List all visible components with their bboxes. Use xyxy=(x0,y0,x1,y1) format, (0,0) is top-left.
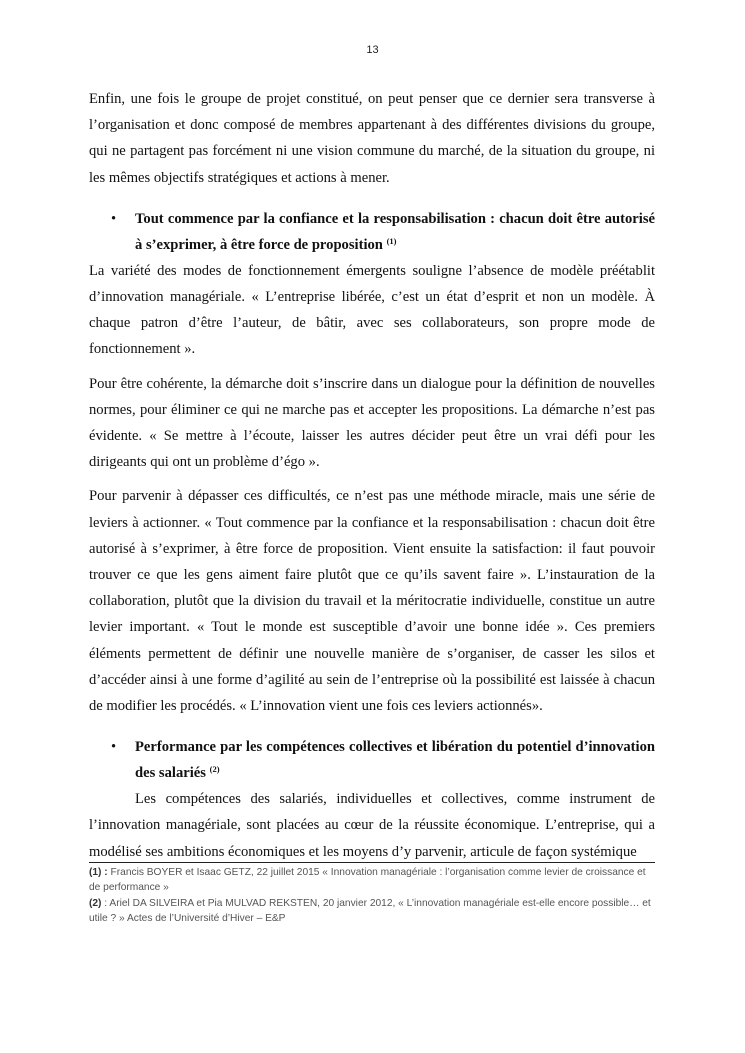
heading-text: Tout commence par la confiance et la responsabilisation : chacun doit être autorisé à s’exprimer, à être force de proposition xyxy=(135,210,655,253)
footnote-ref: (2) xyxy=(209,764,220,775)
paragraph-levers: Pour parvenir à dépasser ces difficultés, ce n’est pas une méthode miracle, mais une série de leviers à actionner. « Tout commence par la confiance et la responsabilisation : chacun doit être autorisé à s’exprimer, à être force de proposition. Vient ensuite la satisfaction: il faut pouvoir trouver ce que les gens aiment faire plutôt que ce qu’ils savent faire ». L’instauration de la collaboration, plutôt que la division du travail et la méritocratie individuelle, constitue un autre levier important. « Tout le monde est susceptible d’avoir une bonne idée ». Ces premiers éléments permettent de définir une nouvelle manière de s’organiser, de casser les silos et d’accéder ainsi à une forme d’agilité au sein de l’entreprise où la possibilité est laissée à chacun de modifier les procédés. « L’innovation vient une fois ces leviers actionnés». xyxy=(89,488,655,715)
footnote-1 xyxy=(89,866,655,895)
footnote-text: : Ariel DA SILVEIRA et Pia MULVAD REKSTEN, 20 janvier 2012, « L’innovation managériale est-elle encore possible… et utile ? » Actes de l’Université d’Hiver – E&P xyxy=(89,898,651,924)
paragraph-skills: Les compétences des salariés, individuelles et collectives, comme instrument de l’innovation managériale, sont placées au cœur de la réussite économique. L’entreprise, qui a modélisé ses ambitions économiques et les moyens d’y parvenir, articule de façon systémique xyxy=(89,791,655,860)
footnotes xyxy=(89,862,655,928)
page-number: 13 xyxy=(366,44,379,56)
paragraph-coherence: Pour être cohérente, la démarche doit s’inscrire dans un dialogue pour la définition de nouvelles normes, pour éliminer ce qui ne marche pas et accepter les propositions. La démarche n’est pas évidente. « Se mettre à l’écoute, laisser les autres décider peut être un vrai défi pour les dirigeants qui ont un problème d’égo ». xyxy=(89,375,655,471)
paragraph-variety: La variété des modes de fonctionnement émergents souligne l’absence de modèle préétablit d’innovation managériale. « L’entreprise libérée, c’est un état d’esprit et non un modèle. À chaque patron d’être l’auteur, de bâtir, avec ses collaborateurs, son propre mode de fonctionnement ». xyxy=(89,262,655,358)
footnote-text: Francis BOYER et Isaac GETZ, 22 juillet 2015 « Innovation managériale : l’organisation comme levier de croissance et de performance » xyxy=(89,867,646,893)
footnote-2 xyxy=(89,897,655,926)
body-text xyxy=(89,86,655,865)
bullet-icon: • xyxy=(111,210,117,227)
heading-trust-empowerment xyxy=(89,206,655,258)
bullet-icon: • xyxy=(111,739,117,756)
heading-collective-skills xyxy=(89,734,655,786)
paragraph-intro: Enfin, une fois le groupe de projet constitué, on peut penser que ce dernier sera transverse à l’organisation et donc composé de membres appartenant à des différentes divisions du groupe, qui ne partagent pas forcément ni une vision commune du marché, de la situation du groupe, ni les mêmes objectifs stratégiques et actions à mener. xyxy=(89,91,655,186)
footnote-label: (2) xyxy=(89,898,102,910)
footnote-ref: (1) xyxy=(386,235,397,246)
heading-text: Performance par les compétences collectives et libération du potentiel d’innovation des salariés xyxy=(135,739,655,782)
footnote-label: (1) : xyxy=(89,867,108,878)
